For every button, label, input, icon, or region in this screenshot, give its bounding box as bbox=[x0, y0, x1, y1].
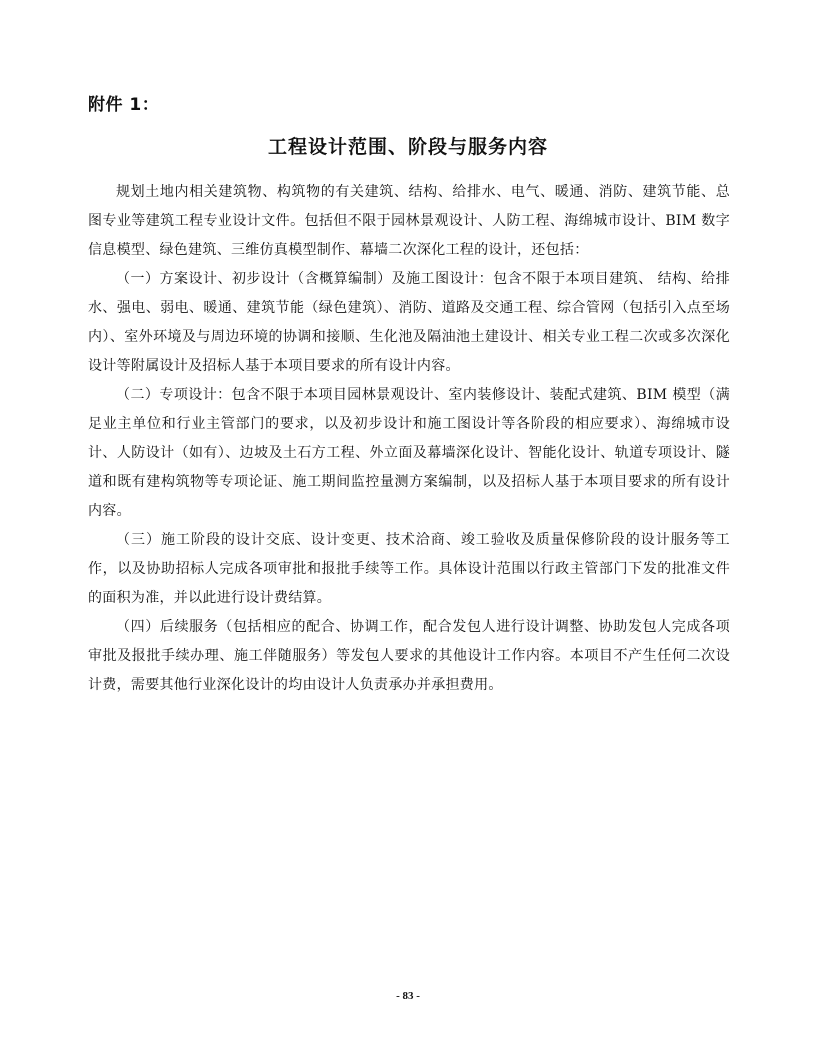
paragraph-follow-up-service: （四）后续服务（包括相应的配合、协调工作，配合发包人进行设计调整、协助发包人完成各项审批及报批手续办理、施工伴随服务）等发包人要求的其他设计工作内容。本项目不产生任何二次设计费，需要其他行业深化设计的均由设计人负责承办并承担费用。 bbox=[88, 619, 730, 693]
paragraph-construction-stage: （三）施工阶段的设计交底、设计变更、技术洽商、竣工验收及质量保修阶段的设计服务等工作，以及协助招标人完成各项审批和报批手续等工作。具体设计范围以行政主管部门下发的批准文件的面积为准，并以此进行设计费结算。 bbox=[88, 532, 730, 606]
paragraph-scheme-design: （一）方案设计、初步设计（含概算编制）及施工图设计：包含不限于本项目建筑、 结构、给排水、强电、弱电、暖通、建筑节能（绿色建筑）、消防、道路及交通工程、综合管网（包括引入点至场内）、室外环境及与周边环境的协调和接顺、生化池及隔油池土建设计、相关专业工程二次或多次深化设计等附属设计及招标人基于本项目要求的所有设计内容。 bbox=[88, 271, 730, 374]
document-title: 工程设计范围、阶段与服务内容 bbox=[267, 136, 548, 158]
paragraph-special-design: （二）专项设计：包含不限于本项目园林景观设计、室内装修设计、装配式建筑、BIM 模型（满足业主单位和行业主管部门的要求，以及初步设计和施工图设计等各阶段的相应要求）、海绵城市设计、人防设计（如有）、边坡及土石方工程、外立面及幕墙深化设计、智能化设计、轨道专项设计、隧道和既有建构筑物等专项论证、施工期间监控量测方案编制，以及招标人基于本项目要求的所有设计内容。 bbox=[88, 387, 730, 519]
attachment-label: 附件 1： bbox=[88, 95, 160, 115]
page-number: - 83 - bbox=[396, 990, 420, 1002]
paragraph-scope-intro: 规划土地内相关建筑物、构筑物的有关建筑、结构、给排水、电气、暖通、消防、建筑节能、总图专业等建筑工程专业设计文件。包括但不限于园林景观设计、人防工程、海绵城市设计、BIM 数字信息模型、绿色建筑、三维仿真模型制作、幕墙二次深化工程的设计，还包括： bbox=[88, 184, 730, 258]
body-text bbox=[88, 178, 730, 700]
